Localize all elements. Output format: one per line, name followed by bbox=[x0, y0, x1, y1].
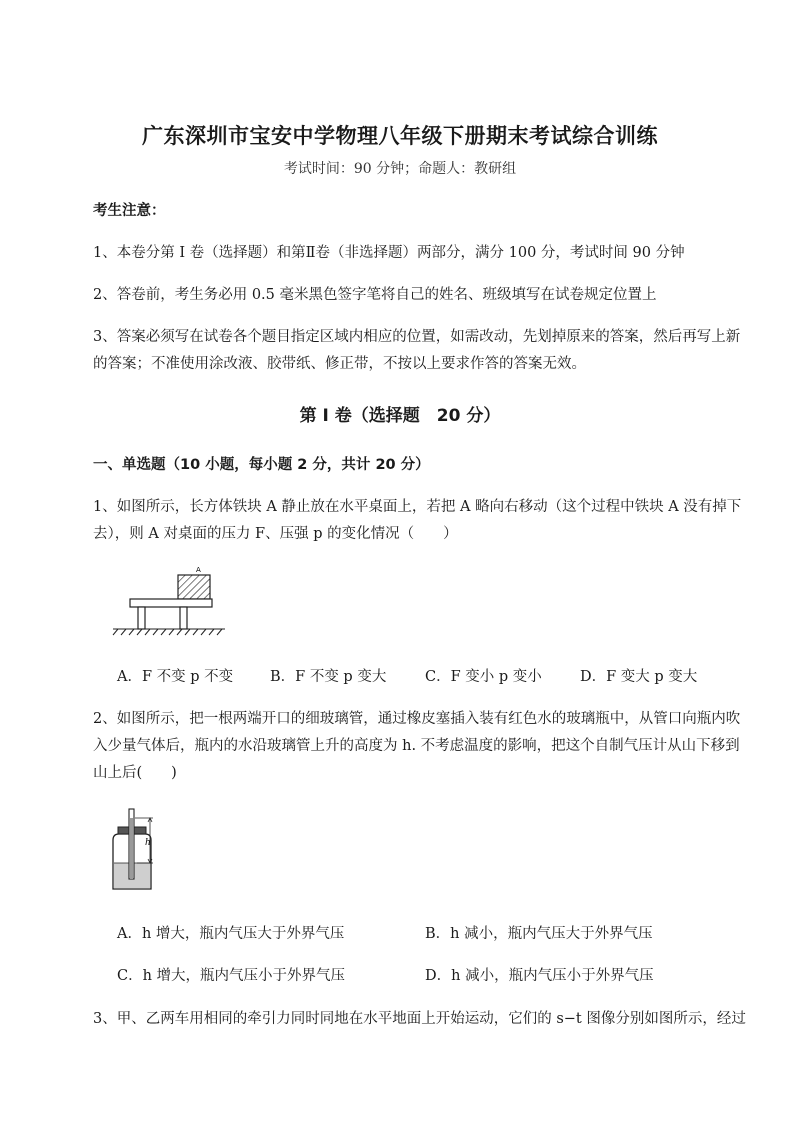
question-3-stem: 3、甲、乙两车用相同的牵引力同时同地在水平地面上开始运动，它们的 s−t 图像分别如图所示，经过 bbox=[93, 1011, 746, 1027]
exam-info: 考试时间：90 分钟；命题人：教研组 bbox=[283, 161, 517, 177]
section-subheading: 一、单选题（10 小题，每小题 2 分，共计 20 分） bbox=[93, 457, 430, 473]
question-2-stem: 2、如图所示，把一根两端开口的细玻璃管，通过橡皮塞插入装有红色水的玻璃瓶中，从管口向瓶内吹入少量气体后，瓶内的水沿玻璃管上升的高度为 h. 不考虑温度的影响，把这个自制气压计从山下移到山上后( ) bbox=[93, 711, 741, 781]
question-1-stem: 1、如图所示，长方体铁块 A 静止放在水平桌面上，若把 A 略向右移动（这个过程中铁块 A 没有掉下去），则 A 对桌面的压力 F、压强 p 的变化情况（ ） bbox=[93, 499, 742, 542]
notice-item-1: 1、本卷分第 I 卷（选择题）和第Ⅱ卷（非选择题）两部分，满分 100 分，考试时间 90 分钟 bbox=[93, 245, 685, 261]
notice-heading: 考生注意： bbox=[93, 203, 166, 219]
glass-tube bbox=[129, 809, 134, 879]
ground bbox=[113, 629, 225, 635]
notice-item-3: 3、答案必须写在试卷各个题目指定区域内相应的位置，如需改动，先划掉原来的答案，然后再写上新的答案；不准使用涂改液、胶带纸、修正带，不按以上要求作答的答案无效。 bbox=[93, 329, 741, 372]
question-2-option-b: B．h 减小，瓶内气压大于外界气压 bbox=[425, 926, 653, 942]
question-1-option-a: A．F 不变 p 不变 bbox=[117, 669, 234, 685]
section-title: 第 I 卷（选择题 20 分） bbox=[299, 406, 501, 426]
height-label: h bbox=[145, 838, 151, 848]
question-1-option-c: C．F 变小 p 变小 bbox=[425, 669, 542, 685]
page-title: 广东深圳市宝安中学物理八年级下册期末考试综合训练 bbox=[142, 124, 658, 148]
question-1-option-b: B．F 不变 p 变大 bbox=[270, 669, 387, 685]
notice-item-2: 2、答卷前，考生务必用 0.5 毫米黑色签字笔将自己的姓名、班级填写在试卷规定位置上 bbox=[93, 287, 657, 303]
question-2-option-c: C．h 增大，瓶内气压小于外界气压 bbox=[117, 968, 346, 984]
question-2-option-d: D．h 减小，瓶内气压小于外界气压 bbox=[425, 968, 654, 984]
table bbox=[130, 599, 212, 629]
iron-block-a bbox=[178, 575, 210, 599]
block-label: A bbox=[196, 566, 201, 574]
question-1-option-d: D．F 变大 p 变大 bbox=[580, 669, 698, 685]
question-1-figure bbox=[110, 565, 235, 645]
question-2-figure bbox=[105, 805, 165, 893]
question-2-option-a: A．h 增大，瓶内气压大于外界气压 bbox=[117, 926, 345, 942]
